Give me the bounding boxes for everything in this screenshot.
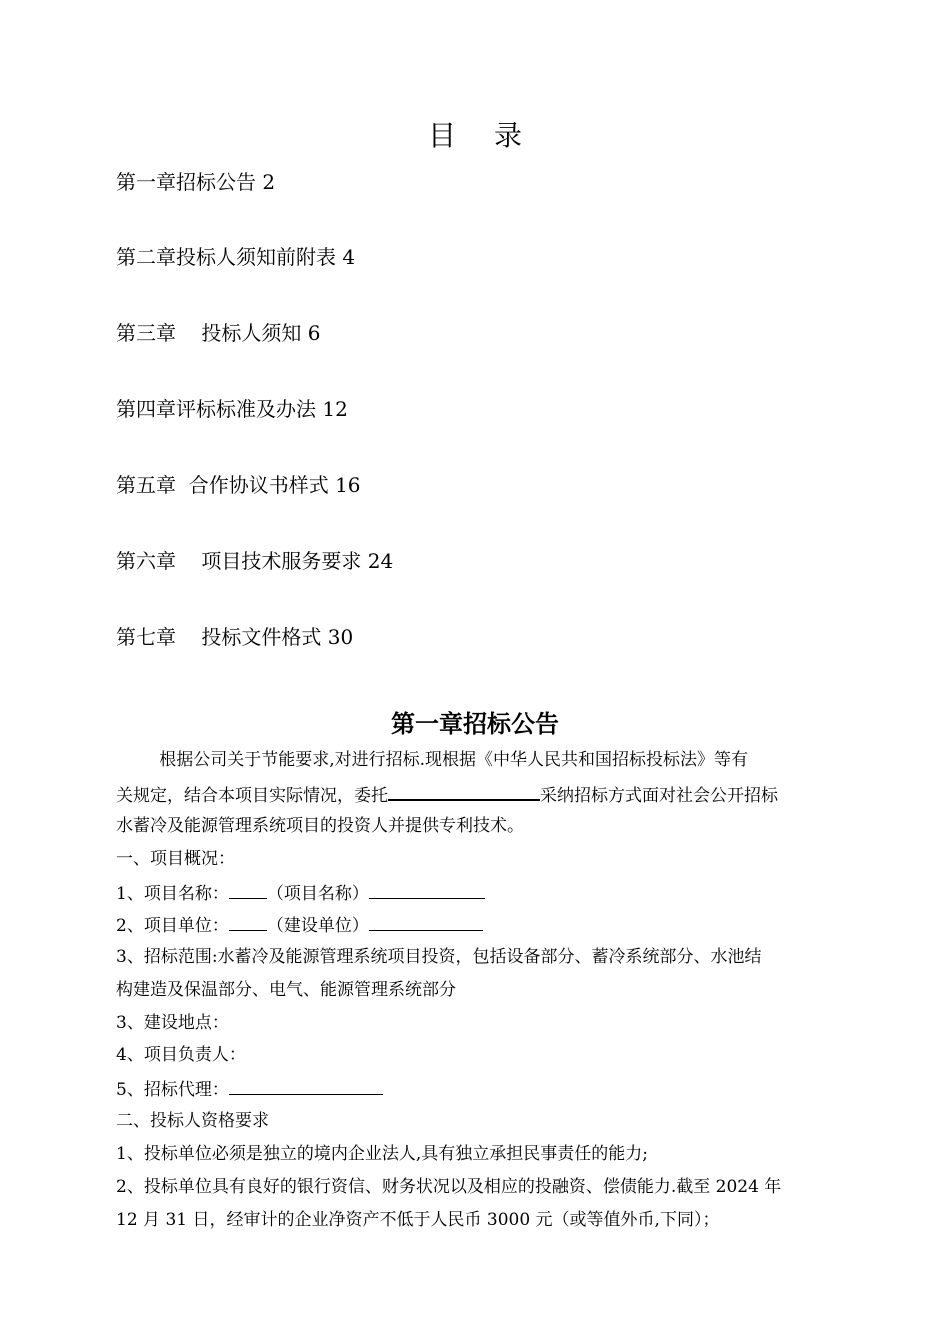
project-unit-blank-2 <box>369 912 483 931</box>
requirement-1: 1、投标单位必须是独立的境内企业法人,具有独立承担民事责任的能力; <box>116 1144 648 1164</box>
toc-item-chapter-4[interactable]: 第四章评标标准及办法 12 <box>116 397 348 421</box>
manager-line: 4、项目负责人： <box>116 1045 246 1065</box>
toc-item-chapter-1[interactable]: 第一章招标公告 2 <box>116 170 276 194</box>
scope-line-1: 3、招标范围:水蓄冷及能源管理系统项目投资，包括设备部分、蓄冷系统部分、水池结 <box>116 947 762 967</box>
scope-line-2: 构建造及保温部分、电气、能源管理系统部分 <box>116 980 456 1000</box>
intro-line-1: 根据公司关于节能要求,对进行招标.现根据《中华人民共和国招标投标法》等有 <box>116 750 749 770</box>
toc-title: 目录 <box>427 119 560 152</box>
agent-line: 5、招标代理： <box>116 1076 383 1102</box>
project-unit-blank-1 <box>229 912 267 931</box>
project-name-blank-1 <box>229 880 267 899</box>
entrusted-agency-blank <box>388 781 540 801</box>
requirement-2-line-1: 2、投标单位具有良好的银行资信、财务状况以及相应的投融资、偿债能力.截至 2024 年 <box>116 1177 782 1197</box>
project-unit-line: 2、项目单位： （建设单位） <box>116 912 483 938</box>
project-name-blank-2 <box>369 880 485 899</box>
site-line: 3、建设地点： <box>116 1013 229 1033</box>
toc-item-chapter-3[interactable]: 第三章 投标人须知 6 <box>116 321 321 345</box>
toc-item-chapter-6[interactable]: 第六章 项目技术服务要求 24 <box>116 549 394 573</box>
agent-blank <box>229 1076 383 1095</box>
intro-line-3: 水蓄冷及能源管理系统项目的投资人并提供专利技术。 <box>116 816 524 836</box>
project-name-line: 1、项目名称： （项目名称） <box>116 880 485 906</box>
section-qualification: 二、投标人资格要求 <box>116 1111 269 1131</box>
toc-item-chapter-2[interactable]: 第二章投标人须知前附表 4 <box>116 245 356 269</box>
section-project-overview: 一、项目概况： <box>116 849 235 869</box>
toc-item-chapter-7[interactable]: 第七章 投标文件格式 30 <box>116 625 354 649</box>
intro-line-2: 关规定，结合本项目实际情况，委托 采纳招标方式面对社会公开招标 <box>116 781 778 808</box>
chapter-title: 第一章招标公告 <box>391 709 559 738</box>
requirement-2-line-2: 12 月 31 日，经审计的企业净资产不低于人民币 3000 元（或等值外币,下同）； <box>116 1210 720 1230</box>
toc-item-chapter-5[interactable]: 第五章 合作协议书样式 16 <box>116 473 361 497</box>
